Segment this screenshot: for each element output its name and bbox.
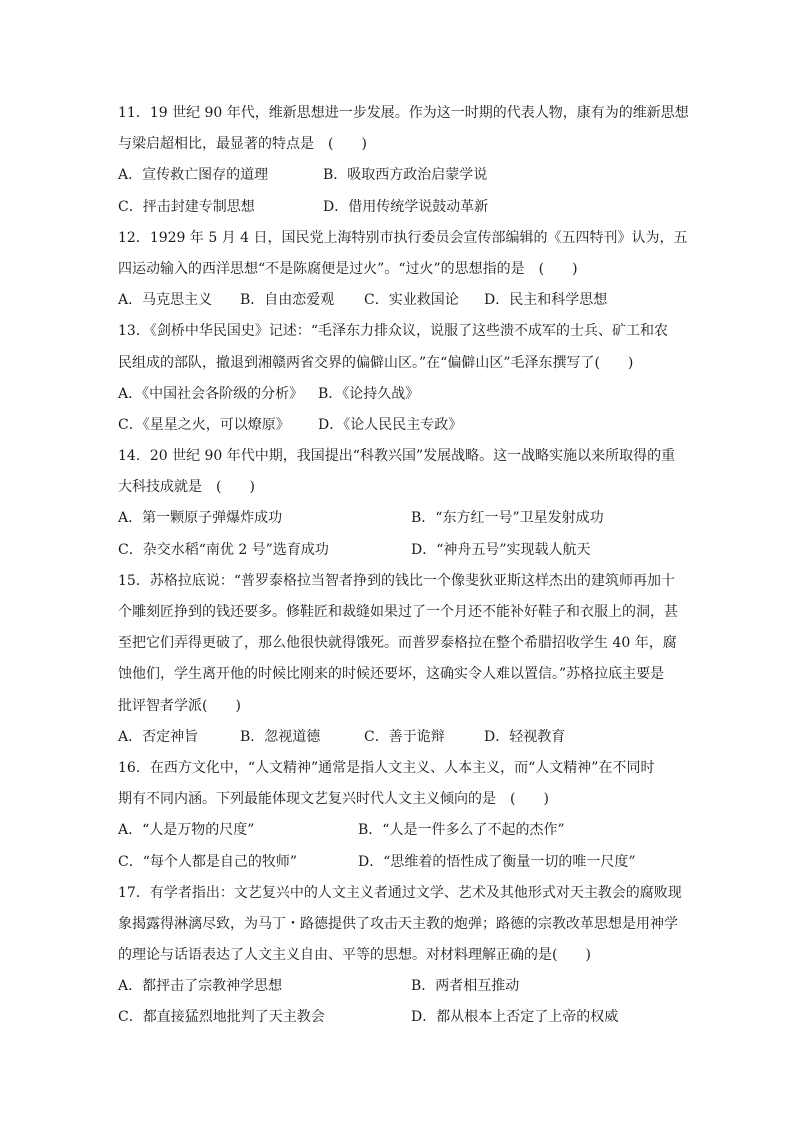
option-a[interactable]: A．《中国社会各阶级的分析》	[118, 385, 304, 402]
option-row	[118, 285, 684, 316]
option-a[interactable]: A．“人是万物的尺度”	[118, 822, 255, 839]
option-a[interactable]: C．都直接猛烈地批判了天主教会	[118, 1009, 325, 1026]
question-stem-line: 民组成的部队，撤退到湘赣两省交界的偏僻山区。”在“偏僻山区”毛泽东撰写了( )	[118, 354, 634, 371]
option-row	[118, 722, 684, 753]
option-b[interactable]: D．都从根本上否定了上帝的权威	[411, 1009, 619, 1026]
question-stem-line: 蚀他们，学生离开他的时候比刚来的时候还要坏，这确实令人难以置信。”苏格拉底主要是	[118, 666, 665, 683]
option-row	[118, 535, 684, 566]
option-b[interactable]: D．《论人民民主专政》	[318, 416, 463, 433]
option-row	[118, 503, 684, 534]
option-b[interactable]: D．“思维着的悟性成了衡量一切的唯一尺度”	[358, 853, 636, 870]
option-row	[118, 1002, 684, 1033]
option-a[interactable]: A．第一颗原子弹爆炸成功	[118, 510, 283, 527]
question-stem-line: 至把它们弄得更破了，那么他很快就得饿死。而普罗泰格拉在整个希腊招收学生 40 年，腐	[118, 635, 677, 652]
option-row	[118, 160, 684, 191]
option-a[interactable]: A．否定神旨	[118, 728, 199, 745]
option-a[interactable]: C．“每个人都是自己的牧师”	[118, 853, 298, 870]
option-b[interactable]: B．自由恋爱观	[240, 292, 335, 309]
option-b[interactable]: B．吸取西方政治启蒙学说	[323, 167, 488, 184]
question-stem-line: 个雕刻匠挣到的钱还要多。修鞋匠和裁缝如果过了一个月还不能补好鞋子和衣服上的洞，甚	[118, 604, 678, 620]
option-row	[118, 192, 684, 223]
option-a[interactable]: C．《星星之火，可以燎原》	[118, 416, 290, 433]
question-stem-line: 四运动输入的西洋思想“不是陈腐便是过火”。“过火”的思想指的是 ( )	[118, 260, 578, 277]
option-a[interactable]: A．都抨击了宗教神学思想	[118, 978, 283, 995]
option-c[interactable]: C．实业救国论	[364, 292, 459, 309]
question-stem-line: 批评智者学派( )	[118, 697, 241, 714]
option-row	[118, 815, 684, 846]
question-stem-line: 13．《剑桥中华民国史》记述：“毛泽东力排众议，说服了这些溃不成军的士兵、矿工和农	[118, 323, 668, 340]
option-d[interactable]: D．民主和科学思想	[484, 292, 608, 309]
option-b[interactable]: B．“东方红一号”卫星发射成功	[411, 510, 604, 527]
option-row	[118, 847, 684, 878]
question-17	[118, 878, 684, 1034]
option-b[interactable]: D．借用传统学说鼓动革新	[323, 198, 489, 215]
question-12	[118, 223, 688, 317]
option-b[interactable]: B．忽视道德	[240, 728, 321, 745]
option-row	[118, 379, 684, 410]
option-b[interactable]: B．《论持久战》	[318, 385, 420, 402]
option-d[interactable]: D．轻视教育	[484, 728, 566, 745]
question-stem-line: 14．20 世纪 90 年代中期，我国提出“科教兴国”发展战略。这一战略实施以来所取得的重	[118, 448, 676, 465]
option-b[interactable]: B．“人是一件多么了不起的杰作”	[358, 822, 565, 839]
question-14	[118, 441, 684, 566]
option-b[interactable]: B．两者相互推动	[411, 978, 520, 995]
question-stem-line: 17．有学者指出：文艺复兴中的人文主义者通过文学、艺术及其他形式对天主教会的腐败现	[118, 884, 682, 901]
option-a[interactable]: C．杂交水稻“南优 2 号”选育成功	[118, 541, 329, 558]
question-stem-line: 期有不同内涵。下列最能体现文艺复兴时代人文主义倾向的是 ( )	[118, 791, 549, 808]
option-a[interactable]: C．抨击封建专制思想	[118, 198, 255, 215]
option-a[interactable]: A．宣传救亡图存的道理	[118, 167, 269, 184]
option-b[interactable]: D．“神舟五号”实现载人航天	[411, 541, 591, 558]
question-stem-line: 15．苏格拉底说：“普罗泰格拉当智者挣到的钱比一个像斐狄亚斯这样杰出的建筑师再加十	[118, 572, 675, 589]
question-13	[118, 316, 684, 441]
option-row	[118, 971, 684, 1002]
question-stem-line: 大科技成就是 ( )	[118, 479, 255, 496]
option-c[interactable]: C．善于诡辩	[364, 728, 445, 745]
option-a[interactable]: A．马克思主义	[118, 292, 213, 309]
question-stem-line: 象揭露得淋漓尽致，为马丁・路德提供了攻击天主教的炮弹；路德的宗教改革思想是用神学	[118, 915, 678, 932]
option-row	[118, 410, 684, 441]
question-11	[118, 98, 689, 223]
question-15	[118, 566, 684, 753]
question-stem-line: 16．在西方文化中，“人文精神”通常是指人文主义、人本主义，而“人文精神”在不同时	[118, 759, 655, 776]
question-stem-line: 与梁启超相比，最显著的特点是 ( )	[118, 136, 367, 153]
question-stem-line: 的理论与话语表达了人文主义自由、平等的思想。对材料理解正确的是( )	[118, 947, 591, 964]
question-list	[118, 98, 689, 1034]
question-16	[118, 753, 684, 878]
question-stem-line: 11．19 世纪 90 年代，维新思想进一步发展。作为这一时期的代表人物，康有为的维新思想	[118, 105, 689, 121]
question-stem-line: 12．1929 年 5 月 4 日，国民党上海特别市执行委员会宣传部编辑的《五四特刊》认为，五	[118, 229, 688, 246]
